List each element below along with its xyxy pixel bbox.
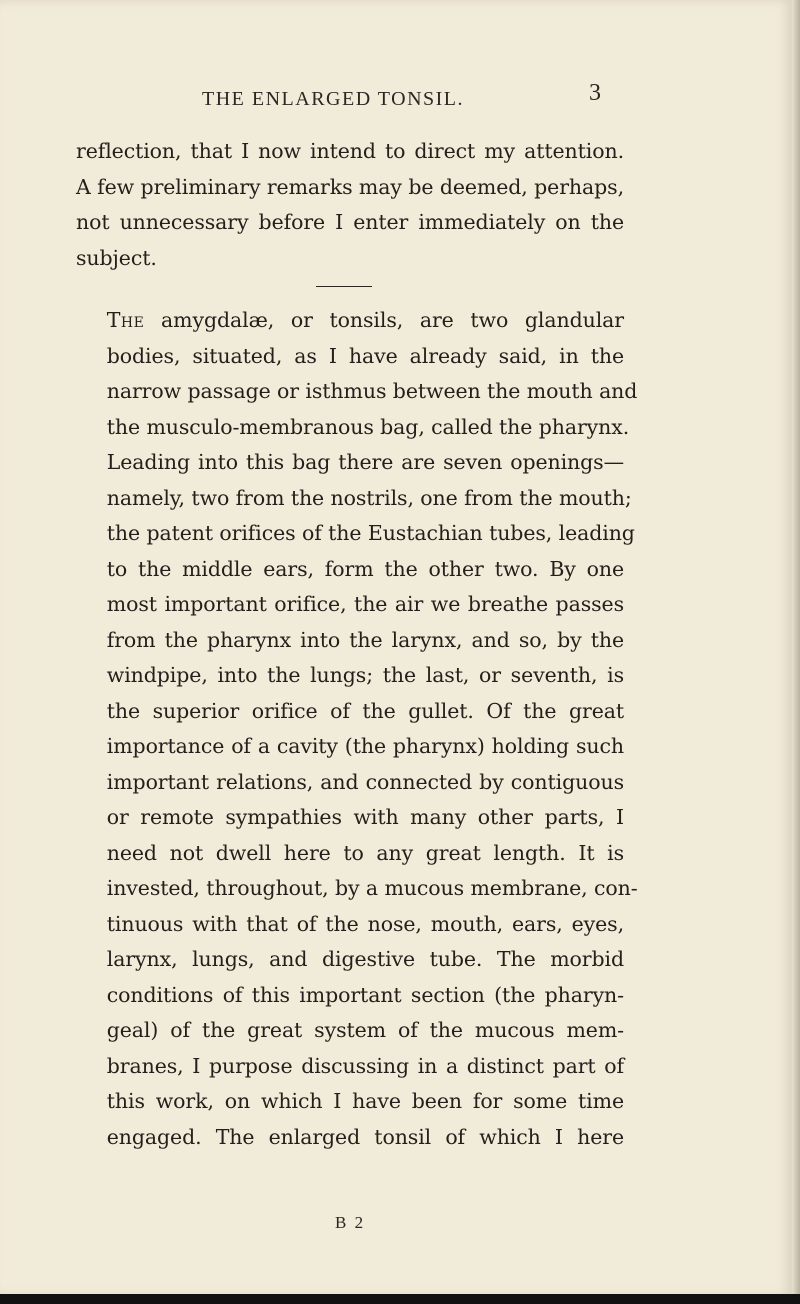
text-line: reflection, that I now intend to direct my attention. [76,139,624,163]
section-divider [316,286,372,287]
text-line: A few preliminary remarks may be deemed, perhaps, [76,174,624,199]
text-line: windpipe, into the lungs; the last, or seventh, is [106,663,624,687]
text-line: invested, throughout, by a mucous membrane, con- [106,876,638,900]
text-line: larynx, lungs, and digestive tube. The morbid [106,947,624,971]
text-line: Leading into this bag there are seven openings— [106,450,624,474]
body-text [76,134,638,1155]
text-line: namely, two from the nostrils, one from the mouth; [106,485,632,510]
text-line: or remote sympathies with many other parts, I [106,805,624,829]
running-title: THE ENLARGED TONSIL. [202,88,465,110]
text-line: bodies, situated, as I have already said, in the [106,343,624,368]
text-line: narrow passage or isthmus between the mouth and [106,379,638,403]
page-edge-bottom [0,1294,800,1304]
text-line: tinuous with that of the nose, mouth, ears, eyes, [106,911,624,936]
text-line: engaged. The enlarged tonsil of which I here [106,1124,624,1149]
text-line: branes, I purpose discussing in a distinct part of [106,1053,624,1078]
text-line: the superior orifice of the gullet. Of the great [106,698,624,723]
text-line: subject. [76,245,157,270]
text-line: most important orifice, the air we breathe passes [106,592,624,616]
text-line: not unnecessary before I enter immediately on the [76,210,624,234]
text-line: conditions of this important section (the pharyn- [106,982,624,1007]
paragraph-1 [76,134,624,276]
paragraph-2 [76,303,638,1155]
text-line-rest: amygdalæ, or tonsils, are two glandular [144,308,624,332]
signature-mark: B 2 [335,1213,366,1232]
text-line: from the pharynx into the larynx, and so, by the [106,627,624,652]
text-line: the musculo-membranous bag, called the pharynx. [106,414,630,439]
text-line: important relations, and connected by contiguous [106,769,624,794]
text-line: the patent orifices of the Eustachian tubes, leading [106,521,635,545]
text-line: to the middle ears, form the other two. By one [106,556,624,581]
text-line: need not dwell here to any great length. It is [106,840,624,865]
page-number: 3 [589,80,601,106]
text-line: importance of a cavity (the pharynx) holding such [106,734,624,758]
page-edge-right [792,0,800,1304]
text-line: this work, on which I have been for some time [106,1089,624,1113]
opening-word: The [106,308,145,332]
text-line [76,303,624,339]
text-line: geal) of the great system of the mucous mem- [106,1018,624,1042]
